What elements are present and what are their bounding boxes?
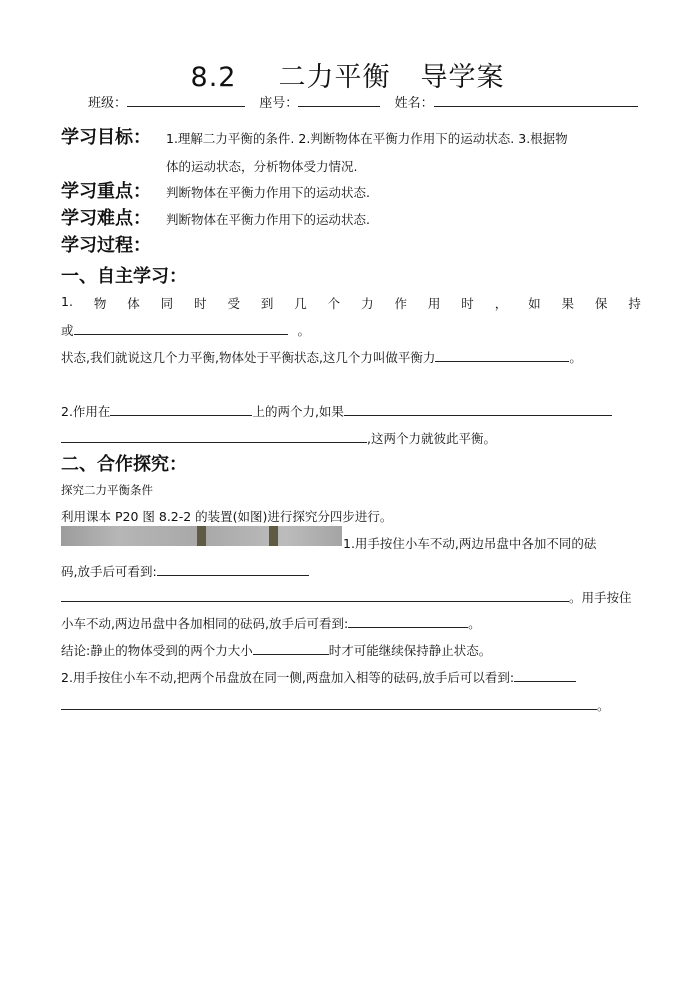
process-heading: 学习过程：: [61, 235, 151, 256]
page-title: [0, 55, 695, 94]
q1-char: 用: [427, 296, 441, 311]
name-field[interactable]: [434, 92, 638, 107]
q1-blank-1[interactable]: [74, 320, 288, 335]
q1-char: 体: [127, 296, 140, 311]
step1-line4: [61, 613, 481, 632]
apparatus-photo: [61, 526, 342, 546]
q1-char: 保: [594, 296, 608, 311]
class-field[interactable]: [127, 92, 245, 107]
q2-blank-2[interactable]: [344, 401, 612, 416]
step2-text-a: 2.用手按住小车不动,把两个吊盘放在同一侧,两盘加入相等的砝码,放手后可以看到:: [61, 670, 515, 685]
q1-char: 时: [194, 296, 207, 311]
title-kind: 导学案: [420, 62, 505, 93]
pulley-post-right: [269, 526, 278, 546]
step1-text-d: 小车不动,两边吊盘中各加相同的砝码,放手后可看到:: [61, 616, 349, 631]
step2-end: 。: [597, 698, 610, 713]
q2-line2: [61, 428, 496, 447]
seat-label: 座号：: [259, 96, 299, 111]
step1-blank-1[interactable]: [157, 561, 309, 576]
q2-blank-1[interactable]: [110, 401, 252, 416]
step1-text-b: 码,放手后可看到:: [61, 564, 157, 579]
goals-line1: 1.理解二力平衡的条件. 2.判断物体在平衡力作用下的运动状态. 3.根据物: [166, 131, 568, 146]
seat-field[interactable]: [298, 92, 380, 107]
pulley-post-left: [197, 526, 206, 546]
q1-char: 个: [327, 296, 341, 311]
q1-char: ，: [494, 296, 508, 311]
q1-char: 到: [260, 296, 274, 311]
self-study-heading: 一、自主学习：: [61, 266, 187, 287]
q1-line2: [61, 320, 310, 339]
title-number: 8.2: [190, 62, 237, 93]
difficulty-text: 判断物体在平衡力作用下的运动状态.: [166, 212, 370, 227]
name-label: 姓名：: [394, 96, 434, 111]
conclusion-text-b: 时才可能继续保持静止状态。: [328, 643, 492, 658]
step1-text-a: 1.用手按住小车不动,两边吊盘中各加不同的砝: [343, 536, 597, 551]
step2-line2: [61, 695, 610, 714]
q2-text-a: 2.作用在: [61, 404, 111, 419]
q2-text-b: 上的两个力,如果: [252, 404, 344, 419]
conclusion-text-a: 结论:静止的物体受到的两个力大小: [61, 643, 253, 658]
key-point-heading: 学习重点：: [61, 181, 151, 202]
step1-line2: [61, 561, 309, 580]
goals-line2: 体的运动状态，分析物体受力情况.: [166, 159, 358, 174]
q1-char: 果: [561, 296, 575, 311]
coop-subtitle: 探究二力平衡条件: [61, 483, 153, 497]
q1-char: 作: [394, 296, 407, 311]
step2-blank-2[interactable]: [61, 695, 597, 710]
q1-end: 。: [297, 323, 311, 338]
q1-line3-text: 状态,我们就说这几个力平衡,物体处于平衡状态,这几个力叫做平衡力: [61, 350, 436, 365]
key-point-text: 判断物体在平衡力作用下的运动状态.: [166, 185, 370, 200]
conclusion-line: [61, 640, 491, 659]
class-label: 班级：: [88, 96, 128, 111]
step1-blank-2[interactable]: [61, 587, 569, 602]
q2-line1: [61, 401, 612, 420]
q1-char: 1.: [61, 294, 73, 309]
conclusion-blank[interactable]: [253, 640, 329, 655]
q1-char: 同: [160, 296, 174, 311]
step1-line3: [61, 587, 632, 606]
q1-blank-2[interactable]: [435, 347, 569, 362]
q1-line3-end: 。: [569, 350, 582, 365]
coop-intro: 利用课本 P20 图 8.2-2 的装置(如图)进行探究分四步进行。: [61, 509, 393, 524]
q1-char: 力: [361, 296, 374, 311]
q1-char: 持: [628, 296, 641, 311]
q2-text-c: ,这两个力就彼此平衡。: [367, 431, 496, 446]
q1-char: 受: [227, 296, 240, 311]
goals-heading: 学习目标：: [61, 127, 151, 148]
q1-or: 或: [61, 323, 74, 338]
q1-char: 几: [294, 296, 307, 311]
step1-end: 。: [468, 616, 481, 631]
q1-char: 如: [528, 296, 541, 311]
difficulty-heading: 学习难点：: [61, 208, 151, 229]
q1-line1: [61, 294, 641, 312]
q2-blank-3[interactable]: [61, 428, 367, 443]
q1-char: 时: [461, 296, 474, 311]
q1-char: 物: [93, 296, 107, 311]
coop-heading: 二、合作探究：: [61, 454, 187, 475]
step1-blank-3[interactable]: [348, 613, 468, 628]
student-info-row: [88, 92, 638, 111]
step1-text-c: 。用手按住: [569, 590, 632, 605]
step2-line1: [61, 667, 576, 686]
q1-line3: [61, 347, 582, 366]
step2-blank-1[interactable]: [514, 667, 576, 682]
title-topic: 二力平衡: [278, 62, 391, 93]
